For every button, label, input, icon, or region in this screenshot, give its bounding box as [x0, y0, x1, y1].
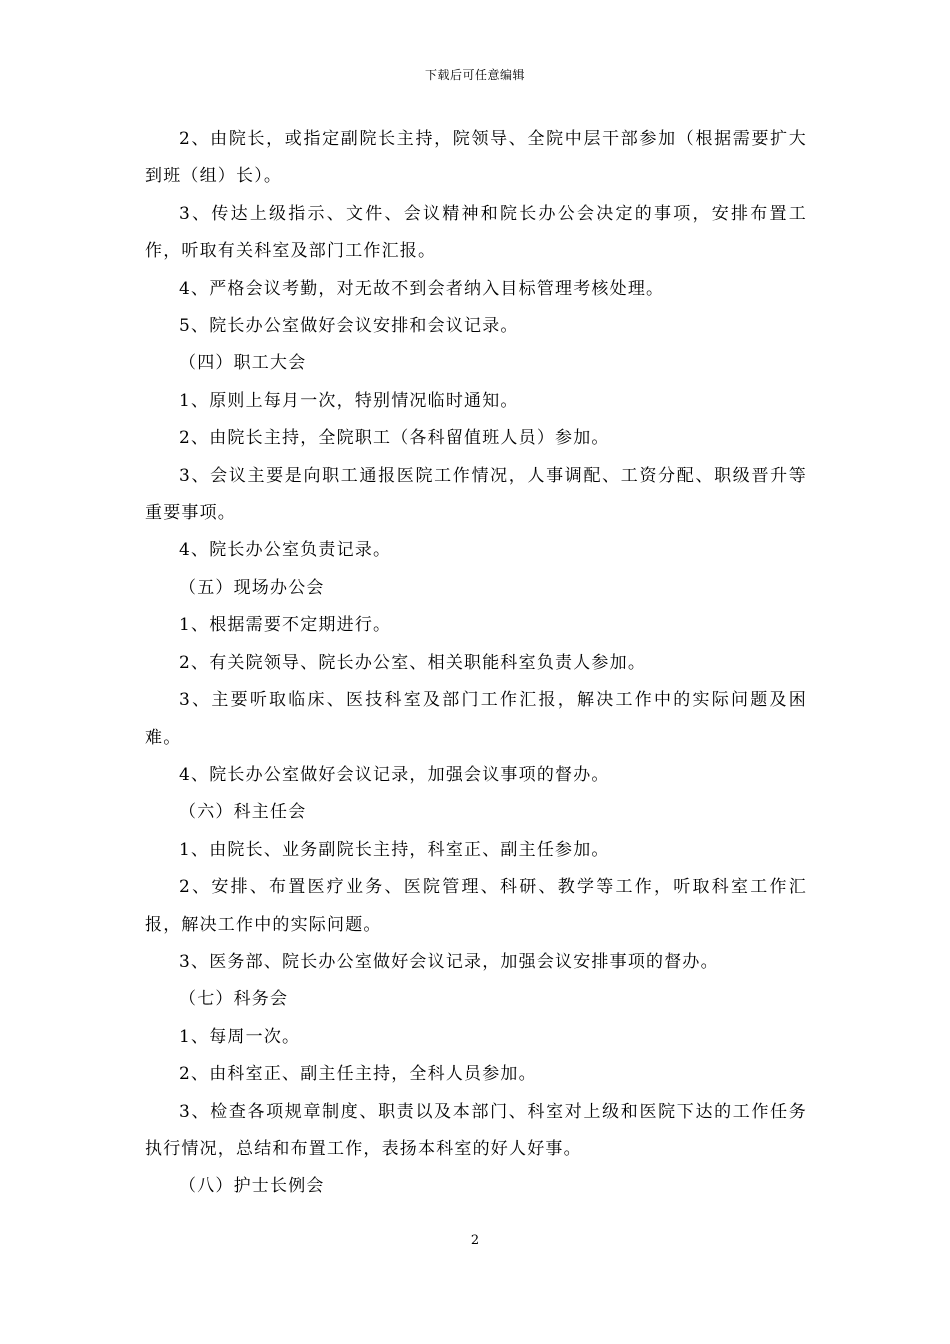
paragraph: 3、传达上级指示、文件、会议精神和院长办公会决定的事项，安排布置工作，听取有关科室及部门工作汇报。 [145, 203, 807, 262]
paragraph: 2、由科室正、副主任主持，全科人员参加。 [179, 1064, 537, 1085]
paragraph: 3、检查各项规章制度、职责以及本部门、科室对上级和医院下达的工作任务执行情况，总结和布置工作，表扬本科室的好人好事。 [145, 1101, 807, 1159]
paragraph: 2、有关院领导、院长办公室、相关职能科室负责人参加。 [179, 652, 647, 673]
paragraph: 5、院长办公室做好会议安排和会议记录。 [179, 316, 519, 337]
section-heading: （六）科主任会 [179, 802, 307, 823]
paragraph: 3、主要听取临床、医技科室及部门工作汇报，解决工作中的实际问题及困难。 [145, 690, 807, 748]
paragraph: 4、院长办公室负责记录。 [179, 540, 392, 561]
paragraph: 3、会议主要是向职工通报医院工作情况，人事调配、工资分配、职级晋升等重要事项。 [145, 465, 807, 524]
section-heading: （四）职工大会 [179, 353, 307, 374]
paragraph: 4、严格会议考勤，对无故不到会者纳入目标管理考核处理。 [179, 278, 665, 299]
section-heading: （五）现场办公会 [179, 577, 325, 598]
paragraph: 1、根据需要不定期进行。 [179, 615, 392, 636]
document-body [145, 121, 807, 1206]
paragraph: 1、每周一次。 [179, 1026, 301, 1047]
paragraph: 2、由院长主持，全院职工（各科留值班人员）参加。 [179, 428, 610, 449]
paragraph: 2、由院长，或指定副院长主持，院领导、全院中层干部参加（根据需要扩大到班（组）长）。 [145, 129, 807, 187]
paragraph: 1、原则上每月一次，特别情况临时通知。 [179, 390, 519, 411]
section-heading: （八）护士长例会 [179, 1176, 325, 1197]
section-heading: （七）科务会 [179, 989, 289, 1010]
page-number: 2 [470, 1233, 480, 1248]
page-header: 下载后可任意编辑 [424, 68, 525, 82]
paragraph: 1、由院长、业务副院长主持，科室正、副主任参加。 [179, 839, 610, 860]
paragraph: 4、院长办公室做好会议记录，加强会议事项的督办。 [179, 764, 610, 785]
paragraph: 2、安排、布置医疗业务、医院管理、科研、教学等工作，听取科室工作汇报，解决工作中的实际问题。 [145, 877, 807, 935]
paragraph: 3、医务部、院长办公室做好会议记录，加强会议安排事项的督办。 [179, 951, 719, 972]
